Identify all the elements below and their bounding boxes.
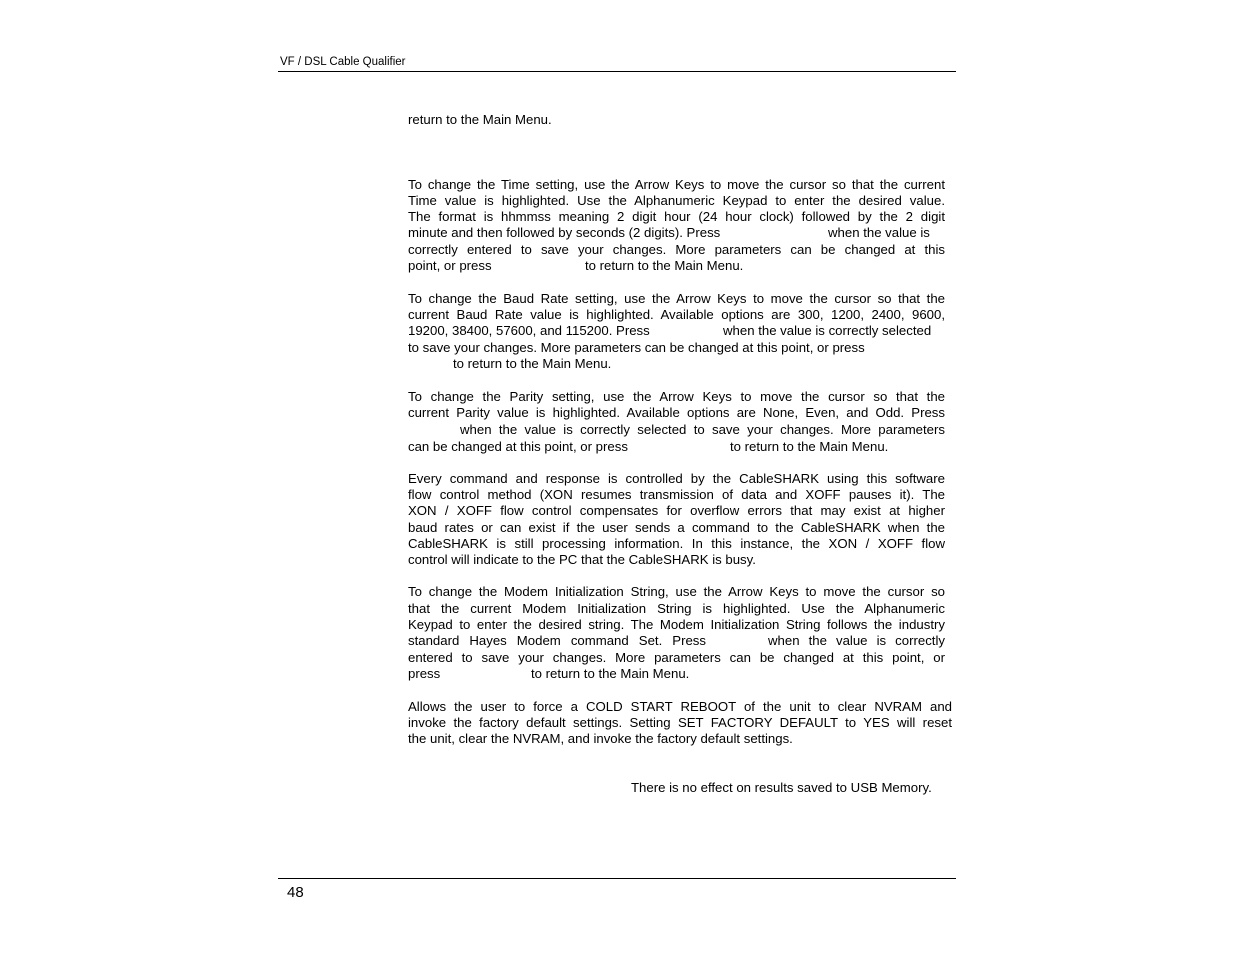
parity-line-3: when the value is correctly selected to save your changes. More parameters	[460, 422, 945, 437]
flow-line-3: XON / XOFF flow control compensates for overflow errors that may exist at higher	[408, 503, 945, 518]
modem-line-2: that the current Modem Initialization String is highlighted. Use the Alphanumeric	[408, 601, 945, 616]
time-line-6b: to return to the Main Menu.	[585, 258, 744, 273]
time-line-1: To change the Time setting, use the Arrow Keys to move the cursor so that the current	[408, 177, 945, 192]
modem-line-6a: press	[408, 666, 441, 681]
flow-line-1: Every command and response is controlled by the CableSHARK using this software	[408, 471, 945, 486]
baud-line-3a: 19200, 38400, 57600, and 115200. Press	[408, 323, 650, 338]
baud-line-1: To change the Baud Rate setting, use the Arrow Keys to move the cursor so that the	[408, 291, 945, 306]
time-line-6a: point, or press	[408, 258, 492, 273]
baud-line-2: current Baud Rate value is highlighted. Available options are 300, 1200, 2400, 9600,	[408, 307, 945, 322]
page-number: 48	[287, 884, 304, 901]
time-line-3: The format is hhmmss meaning 2 digit hour (24 hour clock) followed by the 2 digit	[408, 209, 945, 224]
modem-line-3: Keypad to enter the desired string. The Modem Initialization String follows the industry	[408, 617, 945, 632]
parity-line-4a: can be changed at this point, or press	[408, 439, 628, 454]
parity-line-4b: to return to the Main Menu.	[730, 439, 889, 454]
modem-line-4a: standard Hayes Modem command Set. Press	[408, 633, 706, 648]
factory-line-1: Allows the user to force a COLD START REBOOT of the unit to clear NVRAM and	[408, 699, 952, 714]
time-line-2: Time value is highlighted. Use the Alphanumeric Keypad to enter the desired value.	[408, 193, 945, 208]
header-divider	[278, 71, 956, 72]
parity-line-2: current Parity value is highlighted. Available options are None, Even, and Odd. Press	[408, 405, 945, 420]
flow-line-5: CableSHARK is still processing information. In this instance, the XON / XOFF flow	[408, 536, 945, 551]
modem-line-5: entered to save your changes. More parameters can be changed at this point, or	[408, 650, 945, 665]
modem-line-4b: when the value is correctly	[768, 633, 945, 648]
flow-line-2: flow control method (XON resumes transmission of data and XOFF pauses it). The	[408, 487, 945, 502]
footer-divider	[278, 878, 956, 879]
baud-line-5: to return to the Main Menu.	[453, 356, 612, 371]
header-title: VF / DSL Cable Qualifier	[280, 56, 406, 68]
baud-line-4: to save your changes. More parameters can be changed at this point, or press	[408, 340, 865, 355]
parity-line-1: To change the Parity setting, use the Arrow Keys to move the cursor so that the	[408, 389, 945, 404]
factory-line-3: the unit, clear the NVRAM, and invoke the factory default settings.	[408, 731, 793, 746]
flow-line-6: control will indicate to the PC that the CableSHARK is busy.	[408, 552, 756, 567]
usb-memory-note: There is no effect on results saved to USB Memory.	[631, 780, 932, 795]
modem-line-6b: to return to the Main Menu.	[531, 666, 690, 681]
factory-line-2: invoke the factory default settings. Setting SET FACTORY DEFAULT to YES will reset	[408, 715, 952, 730]
intro-text: return to the Main Menu.	[408, 112, 552, 127]
baud-line-3b: when the value is correctly selected	[723, 323, 932, 338]
time-line-5: correctly entered to save your changes. More parameters can be changed at this	[408, 242, 945, 257]
time-line-4b: when the value is	[828, 225, 930, 240]
flow-line-4: baud rates or can exist if the user sends a command to the CableSHARK when the	[408, 520, 945, 535]
modem-line-1: To change the Modem Initialization String, use the Arrow Keys to move the cursor so	[408, 584, 945, 599]
time-line-4a: minute and then followed by seconds (2 digits). Press	[408, 225, 721, 240]
